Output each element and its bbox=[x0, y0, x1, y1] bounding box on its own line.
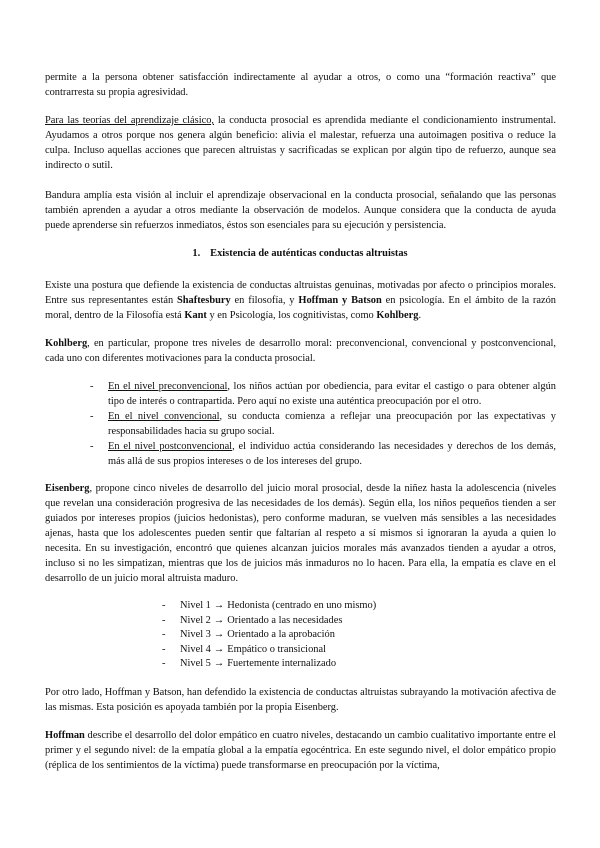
arrow-right-icon: → bbox=[213, 643, 225, 655]
list-item bbox=[162, 598, 462, 613]
section-heading bbox=[0, 246, 600, 261]
level-lead: En el nivel postconvencional bbox=[108, 441, 233, 452]
level-text: , su conducta comienza a reflejar una preocupación por las expectativas y responsabilidades hacia su grupo social. bbox=[108, 411, 556, 437]
level-number: Nivel 5 bbox=[180, 658, 211, 670]
existence-text-3: en psicología. En el ámbito de la razón moral, dentro de la Filosofía está bbox=[45, 295, 556, 321]
section-title: Existencia de auténticas conductas altruistas bbox=[210, 248, 408, 259]
level-number: Nivel 2 bbox=[180, 614, 211, 626]
kohlberg-name: Kohlberg bbox=[45, 338, 88, 349]
kohlberg-level-list bbox=[90, 379, 556, 469]
list-item bbox=[90, 409, 556, 439]
eisenberg-level-list bbox=[162, 598, 462, 671]
arrow-right-icon: → bbox=[213, 614, 225, 626]
section-number: 1. bbox=[192, 248, 201, 259]
hoffman-text: describe el desarrollo del dolor empático en cuatro niveles, destacando un cambio cualitativo importante entre el primer y el segundo nivel: de la empatía global a la empatía egocéntrica. En este segundo nivel, el dolor empático propio (réplica de los sentimientos de la víctima) puede transformarse en preocupación por la víctima, bbox=[45, 730, 556, 771]
list-item bbox=[162, 642, 462, 657]
level-label: Hedonista (centrado en uno mismo) bbox=[227, 600, 377, 611]
paragraph-existence bbox=[45, 278, 556, 323]
level-text: , el individuo actúa considerando las necesidades y derechos de los demás, más allá de sus propios intereses o de los intereses del grupo. bbox=[108, 441, 556, 467]
paragraph-kohlberg bbox=[45, 336, 556, 366]
level-number: Nivel 3 bbox=[180, 629, 211, 641]
list-item bbox=[162, 656, 462, 671]
paragraph-bandura: Bandura amplía esta visión al incluir el aprendizaje observacional en la conducta prosocial, señalando que las personas también aprenden a ayudar a otros mediante la observación de modelos. Aunque considera que la conducta de ayuda puede aprenderse sin refuerzos inmediatos, éstos son esenciales para su ejecución y persistencia. bbox=[45, 190, 556, 231]
level-lead: En el nivel preconvencional bbox=[108, 381, 228, 392]
name-hoffman-batson: Hoffman y Batson bbox=[298, 295, 382, 306]
eisenberg-text: , propone cinco niveles de desarrollo del juicio moral prosocial, desde la niñez hasta la adolescencia (niveles que revelan una consideración progresiva de las necesidades de los demás). Según ella, los niños pequeños tienden a ser guiados por intereses propios (juicios hedonistas), pero conforme maduran, se vuelven más sensibles a las necesidades ajenas, hasta que los adolescentes pueden sentir que faltarían al respeto a sí mismos si ignoraran la ayuda a quien lo necesita. En su investigación, encontró que quienes alcanzan juicios morales más avanzados tienden a ayudar a otros, incluso si no les simpatizan, mientras que los de juicios más inmaduros no lo hacen. Para ella, la empatía es clave en el desarrollo de un juicio moral altruista maduro. bbox=[45, 483, 556, 584]
arrow-right-icon: → bbox=[213, 629, 225, 641]
paragraph-other: Por otro lado, Hoffman y Batson, han defendido la existencia de conductas altruistas subrayando la motivación afectiva de las mismas. Esta posición es apoyada también por la propia Eisenberg. bbox=[45, 687, 556, 713]
level-lead: En el nivel convencional bbox=[108, 411, 220, 422]
level-label: Orientado a la aprobación bbox=[227, 629, 335, 641]
paragraph-intro: permite a la persona obtener satisfacción indirectamente al ayudar a otros, o como una “formación reactiva” que contrarresta su propia agresividad. bbox=[45, 72, 556, 98]
arrow-right-icon: → bbox=[213, 600, 225, 611]
eisenberg-name: Eisenberg bbox=[45, 483, 90, 494]
level-label: Empático o transicional bbox=[227, 643, 326, 655]
name-shaftesbury: Shaftesbury bbox=[177, 295, 231, 306]
name-kohlberg: Kohlberg bbox=[376, 310, 419, 321]
kohlberg-text: , en particular, propone tres niveles de desarrollo moral: preconvencional, convencional y postconvencional, cada uno con diferentes motivaciones para la conducta prosocial. bbox=[45, 338, 556, 364]
existence-text-4: y en Psicología, los cognitivistas, como bbox=[206, 310, 377, 321]
level-number: Nivel 1 bbox=[180, 600, 211, 611]
list-item bbox=[162, 627, 462, 642]
existence-text-2: en filosofía, y bbox=[230, 295, 299, 306]
hoffman-name: Hoffman bbox=[45, 730, 85, 741]
learning-theory-text: la conducta prosocial es aprendida mediante el condicionamiento instrumental. Ayudamos a otros porque nos genera algún beneficio: alivia el malestar, refuerza una autoimagen positiva o reduce la culpa. Incluso aquellas acciones que parecen altruistas y sacrificadas se explican por algún tipo de refuerzo, aunque sea indirecto o sutil. bbox=[45, 115, 556, 171]
learning-theory-lead: Para las teorías del aprendizaje clásico, bbox=[45, 115, 215, 126]
list-item bbox=[90, 439, 556, 469]
level-number: Nivel 4 bbox=[180, 643, 211, 655]
list-item bbox=[162, 613, 462, 628]
paragraph-learning-theory bbox=[45, 113, 556, 173]
name-kant: Kant bbox=[184, 310, 207, 321]
level-label: Fuertemente internalizado bbox=[227, 658, 337, 670]
existence-text-1: Existe una postura que defiende la existencia de conductas altruistas genuinas, motivadas por afecto o principios morales. Entre sus representantes están bbox=[45, 280, 556, 306]
paragraph-hoffman bbox=[45, 728, 556, 773]
paragraph-eisenberg bbox=[45, 481, 556, 586]
level-label: Orientado a las necesidades bbox=[227, 614, 343, 626]
arrow-right-icon: → bbox=[213, 658, 225, 670]
existence-text-5: . bbox=[418, 310, 422, 321]
list-item bbox=[90, 379, 556, 409]
level-text: , los niños actúan por obediencia, para evitar el castigo o para obtener algún tipo de interés o contrapartida. Pero aquí no existe una auténtica preocupación por el otro. bbox=[108, 381, 556, 407]
